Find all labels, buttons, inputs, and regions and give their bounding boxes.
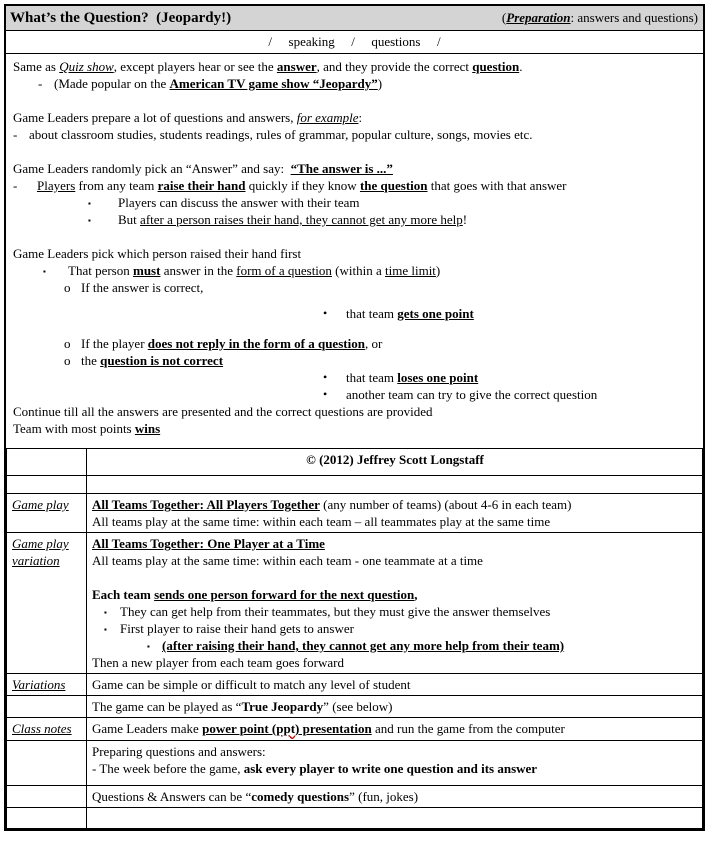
text: All teams play at the same time: within each team - one teammate at a time [92,553,483,568]
body-line [13,386,699,403]
text: form of a question [236,263,332,278]
body-line [13,420,699,437]
circle-bullet: o [64,280,71,295]
label-cell [7,786,87,808]
text: Game Leaders prepare a lot of questions and answers, [13,110,297,125]
cell-line [92,603,698,620]
content-cell [87,674,703,696]
text: All teams play at the same time: within each team – all teammates play at the same time [92,514,551,529]
text: : [358,110,363,125]
text: quickly if they know [245,178,360,193]
text: Same as [13,59,60,74]
label-cell [7,533,87,674]
round-bullet: • [323,387,328,401]
text: ” (fun, jokes) [349,789,419,804]
body-line [13,177,699,194]
text: Team with most points [13,421,135,436]
copyright-cell: © (2012) Jeffrey Scott Longstaff [87,449,703,476]
text: All Teams Together: One Player at a Time [92,536,325,551]
text: Then a new player from each team goes forward [92,655,344,670]
text: power point ( [202,721,277,736]
table-row [7,718,703,741]
table-row [7,533,703,674]
cell-line [92,637,698,654]
text: (within a [331,263,385,278]
blank-line [13,228,699,245]
row-label: Game play [12,497,69,512]
prep-word: Preparation [506,10,571,25]
text: comedy questions [251,789,350,804]
row-label: Game play variation [12,536,69,568]
body-line [13,262,699,279]
text: , or [364,336,383,351]
info-table [6,448,703,829]
text: Preparing questions and answers: [92,744,266,759]
text: ! [462,212,468,227]
label-cell [7,674,87,696]
spacer [13,296,699,305]
text: Game Leaders make [92,721,203,736]
text: . [519,59,523,74]
circle-bullet: o [64,336,71,351]
prep-rest: : answers and questions) [570,10,698,25]
dash-bullet: - [13,178,18,193]
round-bullet: • [323,306,328,320]
prep-open: ( [501,10,507,25]
body-line [13,369,699,386]
text: time limit [385,263,436,278]
text: question is not correct [100,353,224,368]
preparation-note [502,10,698,26]
text: (any number of teams) (about 4-6 in each team) [319,497,572,512]
body-line [13,305,699,322]
text: for example [296,110,359,125]
cell-line [92,513,698,530]
content-cell [87,741,703,786]
cell-line [92,788,698,805]
cell-line [92,654,698,671]
cell-line [92,620,698,637]
title-bar [6,6,703,31]
main-body [6,54,703,448]
text: Players [37,178,76,193]
label-cell [7,808,87,829]
text: First player to raise their hand gets to answer [120,621,354,636]
text: that team [346,306,398,321]
dash-bullet: - [38,76,43,91]
square-bullet: ▪ [43,267,46,276]
text: If the answer is correct, [81,280,204,295]
square-bullet: ▪ [88,216,91,225]
circle-bullet: o [64,353,71,368]
blank-line [13,92,699,109]
table-row [7,449,703,476]
content-cell [87,533,703,674]
table-row [7,786,703,808]
text: Each team [92,587,155,602]
row-label: Class notes [12,721,72,736]
text: Questions & Answers can be “ [92,789,252,804]
round-bullet: • [323,370,328,384]
text: gets one point [397,306,474,321]
spacer [13,322,699,335]
cell-line [92,552,698,569]
text: the [81,353,101,368]
table-row [7,476,703,494]
text: another team can try to give the correct question [346,387,598,402]
label-cell [7,476,87,494]
square-bullet: ▪ [88,199,91,208]
blank-line [13,143,699,160]
content-cell [87,494,703,533]
text: All Teams Together: All Players Together [92,497,320,512]
spellcheck-underline: ppt [276,721,296,736]
text: They can get help from their teammates, but they must give the answer themselves [120,604,551,619]
text: raise their hand [157,178,246,193]
text: , and they provide the correct [316,59,473,74]
cell-line [92,676,698,693]
table-row [7,808,703,829]
text: But [118,212,141,227]
label-cell [7,696,87,718]
dash-bullet: - [13,127,18,142]
text: , except players hear or see the [113,59,277,74]
text: from any team [75,178,158,193]
text: Game Leaders randomly pick an “Answer” and say: [13,161,291,176]
body-line [13,126,699,143]
page-title: What’s the Question? (Jeopardy!) [10,9,232,26]
text: and run the game from the computer [371,721,565,736]
text: ) [435,263,441,278]
content-cell [87,786,703,808]
text: must [132,263,161,278]
cell-line [92,496,698,513]
label-cell [7,741,87,786]
cell-line [92,698,698,715]
text: - The week before the game, [92,761,244,776]
body-line [13,211,699,228]
label-cell [7,494,87,533]
row-label: Variations [12,677,66,692]
text: ) [377,76,383,91]
text: the question [359,178,428,193]
text: Game Leaders pick which person raised their hand first [13,246,302,261]
body-line [13,75,699,92]
text: That person [68,263,133,278]
body-line [13,279,699,296]
table-row [7,674,703,696]
cell-line [92,720,698,737]
text: wins [134,421,161,436]
text: The game can be played as “ [92,699,242,714]
square-bullet: ▪ [147,642,150,651]
body-line [13,58,699,75]
body-line [13,352,699,369]
text: sends one person forward for the next question [154,587,415,602]
document-frame [4,4,705,831]
square-bullet: ▪ [104,608,107,617]
text: (after raising their hand, they cannot get any more help from their team) [162,638,565,653]
text: answer [276,59,317,74]
text: that team [346,370,398,385]
text: loses one point [397,370,479,385]
text: about classroom studies, students readings, rules of grammar, popular culture, songs, movies etc. [29,127,533,142]
label-cell [7,449,87,476]
text: Game can be simple or difficult to match any level of student [92,677,411,692]
text: Players can discuss the answer with their team [118,195,360,210]
cell-line [92,586,698,603]
body-line [13,335,699,352]
cell-line [92,760,698,777]
table-row [7,696,703,718]
text: Quiz show [59,59,114,74]
table-row [7,494,703,533]
text: answer in the [160,263,237,278]
text: “The answer is ...” [290,161,393,176]
text: ” (see below) [323,699,393,714]
content-cell [87,476,703,494]
cell-line [92,743,698,760]
body-line [13,194,699,211]
body-line [13,160,699,177]
subtitle-row: / speaking / questions / [6,31,703,54]
text: ) presentation [295,721,372,736]
text: question [472,59,520,74]
text: (Made popular on the [54,76,170,91]
content-cell [87,696,703,718]
square-bullet: ▪ [104,625,107,634]
text: that goes with that answer [427,178,567,193]
content-cell [87,718,703,741]
body-line [13,403,699,420]
blank-line [92,569,698,586]
text: ask every player to write one question and its answer [243,761,538,776]
text: after a person raises their hand, they cannot get any more help [140,212,463,227]
cell-line [92,535,698,552]
text: , [414,587,418,602]
body-line [13,245,699,262]
text: If the player [81,336,148,351]
table-row [7,741,703,786]
text: Continue till all the answers are presented and the correct questions are provided [13,404,433,419]
text: does not reply in the form of a question [147,336,365,351]
text: True Jeopardy [241,699,324,714]
document-page [0,4,713,843]
body-line [13,109,699,126]
content-cell [87,808,703,829]
label-cell [7,718,87,741]
text: American TV game show “Jeopardy” [169,76,378,91]
